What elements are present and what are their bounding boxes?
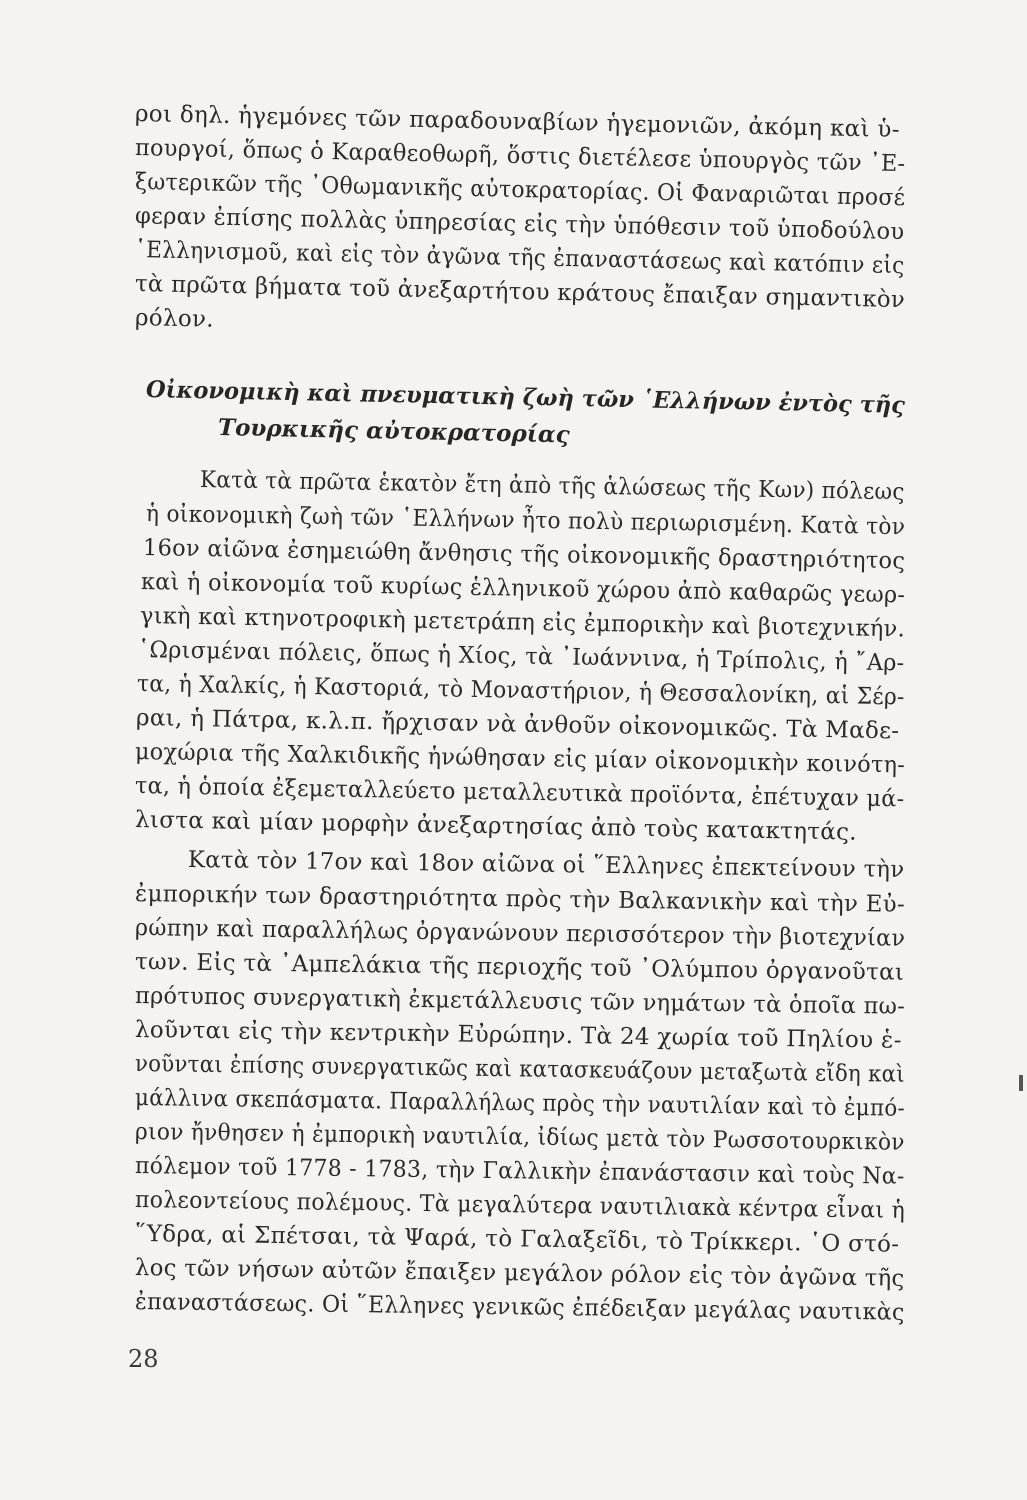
text-line: ἡ οἰκονομικὴ ζωὴ τῶν ῾Ελλήνων ἦτο πολὺ περιωρισμένη. Κατὰ τὸν [145,501,906,541]
text-line: ριον ἤνθησεν ἡ ἐμπορικὴ ναυτιλία, ἰδίως μετὰ τὸν Ρωσσοτουρκικὸν [134,1119,905,1156]
text-line: τὰ πρῶτα βήματα τοῦ ἀνεξαρτήτου κράτους ἔπαιξαν σημαντικὸν [134,271,906,314]
text-line: ροι δηλ. ἡγεμόνες τῶν παραδουναβίων ἡγεμονιῶν, ἀκόμη καὶ ὑ- [134,101,901,144]
text-line: φεραν ἐπίσης πολλὰς ὑπηρεσίας εἰς τὴν ὑπόθεσιν τοῦ ὑποδούλου [134,203,905,246]
text-line: 16ον αἰῶνα ἐσημειώθη ἄνθησις τῆς οἰκονομικῆς δραστηριότητος [142,535,906,575]
text-line: λοῦνται εἰς τὴν κεντρικὴν Εὐρώπην. Τὰ 24 χωρία τοῦ Πηλίου ἑ- [134,1017,902,1054]
text-line: τα, ἡ ὁποία ἐξεμεταλλεύετο μεταλλευτικὰ προϊόντα, ἐπέτυχαν μά- [134,773,905,813]
text-line: Κατὰ τὰ πρῶτα ἑκατὸν ἔτη ἀπὸ τῆς ἁλώσεως τῆς Κων) πόλεως [199,467,905,506]
text-line: πουργοί, ὅπως ὁ Καραθεοθωρῆ, ὅστις διετέλεσε ὑπουργὸς τῶν ᾿Ε- [134,135,906,178]
text-line: ῾Ωρισμέναι πόλεις, ὅπως ἡ Χίος, τὰ ᾿Ιωάννινα, ἡ Τρίπολις, ἡ ῎Αρ- [137,637,905,677]
section-heading-line-1: Οἰκονομικὴ καὶ πνευματικὴ ζωὴ τῶν ῾Ελλήνων ἐντὸς τῆς [145,376,906,419]
text-line: ρόλον. [134,305,215,333]
text-line: ρώπην καὶ παραλλήλως ὀργανώνουν περισσότερον τὴν βιοτεχνίαν [134,915,906,952]
text-line: ἐπαναστάσεως. Οἱ ῞Ελληνες γενικῶς ἐπέδειξαν μεγάλας ναυτικὰς [134,1289,905,1326]
text-line: των. Εἰς τὰ ᾿Αμπελάκια τῆς περιοχῆς τοῦ ᾿Ολύμπου ὀργανοῦται [134,949,905,986]
text-line: μάλλινα σκεπάσματα. Παραλλήλως πρὸς τὴν ναυτιλίαν καὶ τὸ ἐμπό- [134,1085,906,1122]
text-line: γικὴ καὶ κτηνοτροφικὴ μετετράπη εἰς ἐμπορικὴν καὶ βιοτεχνικήν. [139,603,906,643]
text-line: Κατὰ τὸν 17ον καὶ 18ον αἰῶνα οἱ ῞Ελληνες ἐπεκτείνουν τὴν [187,847,905,884]
text-line: ῾Ελληνισμοῦ, καὶ εἰς τὸν ἀγῶνα τῆς ἐπαναστάσεως καὶ κατόπιν εἰς [134,237,905,280]
text-line: πολεοντείους πολέμους. Τὰ μεγαλύτερα ναυτιλιακὰ κέντρα εἶναι ἡ [134,1187,906,1224]
text-line: καὶ ἡ οἰκονομία τοῦ κυρίως ἑλληνικοῦ χώρου ἀπὸ καθαρῶς γεωρ- [140,569,906,609]
text-line: λιστα καὶ μίαν μορφὴν ἀνεξαρτησίας ἀπὸ τοὺς κατακτητάς. [134,807,858,846]
section-heading-line-2: Τουρκικῆς αὐτοκρατορίας [217,414,570,449]
text-line: ῞Υδρα, αἱ Σπέτσαι, τὰ Ψαρά, τὸ Γαλαξεῖδι, τὸ Τρίκκερι. ῾Ο στό- [134,1221,900,1258]
text-line: ραι, ἡ Πάτρα, κ.λ.π. ἤρχισαν νὰ ἀνθοῦν οἰκονομικῶς. Τὰ Μαδε- [135,705,900,745]
scan-mark [1019,1075,1023,1091]
page-number: 28 [128,1345,159,1373]
text-line: ξωτερικῶν τῆς ᾿Οθωμανικῆς αὐτοκρατορίας. Οἱ Φαναριῶται προσέ [134,169,906,212]
text-line: μοχώρια τῆς Χαλκιδικῆς ἡνώθησαν εἰς μίαν οἰκονομικὴν κοινότη- [134,739,906,779]
text-line: τα, ἡ Χαλκίς, ἡ Καστοριά, τὸ Μοναστήριον, ἡ Θεσσαλονίκη, αἱ Σέρ- [136,671,905,711]
text-line: πρότυπος συνεργατικὴ ἐκμετάλλευσις τῶν νημάτων τὰ ὁποῖα πω- [134,983,906,1020]
text-line: πόλεμον τοῦ 1778 - 1783, τὴν Γαλλικὴν ἐπανάστασιν καὶ τοὺς Να- [134,1153,905,1190]
text-line: λος τῶν νήσων αὐτῶν ἔπαιξεν μεγάλον ρόλον εἰς τὸν ἀγῶνα τῆς [134,1255,905,1292]
text-line: ἐμπορικήν των δραστηριότητα πρὸς τὴν Βαλκανικὴν καὶ τὴν Εὐ- [134,881,906,918]
text-line: νοῦνται ἐπίσης συνεργατικῶς καὶ κατασκευάζουν μεταξωτὰ εἴδη καὶ [134,1051,906,1088]
